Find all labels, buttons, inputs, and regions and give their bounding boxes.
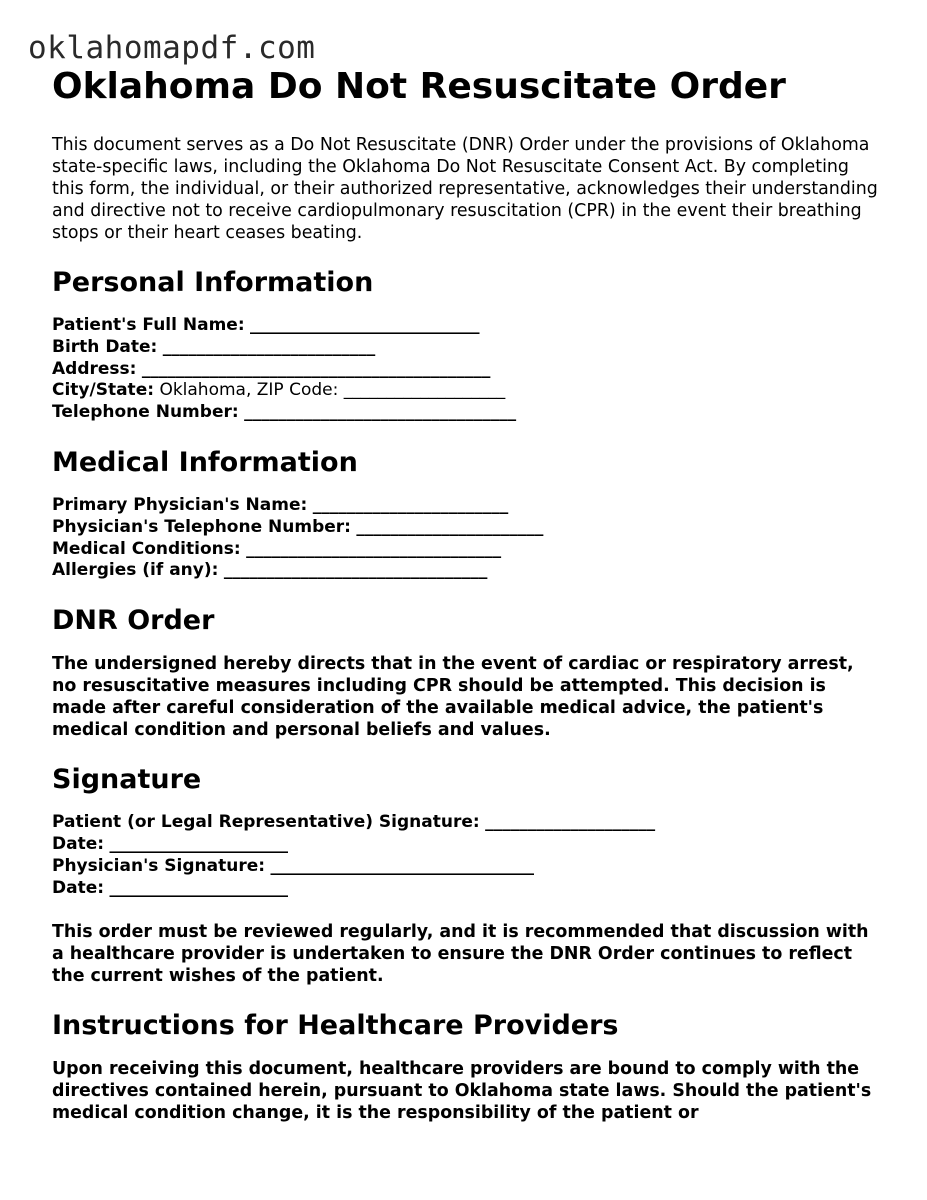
medical-information-section	[52, 446, 882, 582]
patient-date-blank[interactable]: _____________________	[109, 833, 288, 854]
physician-signature-blank[interactable]: _______________________________	[270, 855, 534, 876]
signature-fields	[52, 812, 882, 899]
allergies-label: Allergies (if any):	[52, 560, 219, 581]
zip-code-blank[interactable]: ___________________	[343, 380, 506, 401]
instructions-heading: Instructions for Healthcare Providers	[52, 1010, 619, 1042]
city-state-label: City/State:	[52, 380, 155, 401]
personal-information-section	[52, 266, 882, 424]
address-blank[interactable]: _________________________________________	[141, 358, 491, 379]
telephone-field[interactable]	[52, 402, 882, 424]
dnr-order-section	[52, 604, 882, 741]
physician-phone-label: Physician's Telephone Number:	[52, 516, 351, 537]
intro-paragraph: This document serves as a Do Not Resuscitate (DNR) Order under the provisions of Oklahoma state-specific laws, including the Oklahoma Do Not Resuscitate Consent Act. By completing this form, the individual, or their authorized representative, acknowledges their understanding and directive not to receive cardiopulmonary resuscitation (CPR) in the event their breathing stops or their heart ceases beating.	[52, 135, 878, 243]
physician-phone-field[interactable]	[52, 517, 882, 539]
telephone-blank[interactable]: ________________________________	[244, 402, 517, 423]
physician-date-blank[interactable]: _____________________	[109, 877, 288, 898]
physician-signature-field[interactable]	[52, 856, 882, 878]
physician-phone-blank[interactable]: ______________________	[356, 516, 544, 537]
full-name-field[interactable]	[52, 315, 882, 337]
physician-name-blank[interactable]: _______________________	[312, 494, 509, 515]
birth-date-label: Birth Date:	[52, 336, 158, 357]
document-page	[52, 64, 882, 1146]
allergies-blank[interactable]: _______________________________	[223, 560, 488, 581]
personal-information-heading: Personal Information	[52, 267, 374, 298]
instructions-text: Upon receiving this document, healthcare providers are bound to comply with the directives contained herein, pursuant to Oklahoma state laws. Should the patient's medical condition change, it is the responsibility of the patient or	[52, 1059, 872, 1124]
instructions-section	[52, 1009, 882, 1124]
patient-signature-blank[interactable]: ____________________	[485, 812, 656, 833]
patient-signature-label: Patient (or Legal Representative) Signature:	[52, 812, 480, 833]
physician-signature-label: Physician's Signature:	[52, 855, 266, 876]
patient-date-field[interactable]	[52, 834, 882, 856]
address-label: Address:	[52, 358, 137, 379]
medical-information-heading: Medical Information	[52, 446, 358, 478]
physician-date-field[interactable]	[52, 878, 882, 900]
allergies-field[interactable]	[52, 560, 882, 582]
dnr-order-text: The undersigned hereby directs that in the event of cardiac or respiratory arrest, no resuscitative measures including CPR should be attempted. This decision is made after careful consideration of the available medical advice, the patient's medical condition and personal beliefs and values.	[52, 654, 854, 741]
physician-date-label: Date:	[52, 877, 105, 898]
city-state-field[interactable]	[52, 380, 882, 402]
full-name-label: Patient's Full Name:	[52, 315, 245, 335]
patient-date-label: Date:	[52, 833, 105, 854]
signature-heading: Signature	[52, 764, 202, 796]
medical-conditions-label: Medical Conditions:	[52, 538, 241, 559]
medical-conditions-field[interactable]	[52, 539, 882, 561]
signature-section	[52, 763, 882, 987]
medical-fields	[52, 495, 882, 582]
review-note: This order must be reviewed regularly, and it is recommended that discussion with a healthcare provider is undertaken to ensure the DNR Order continues to reflect the current wishes of the patient.	[52, 922, 869, 987]
patient-signature-field[interactable]	[52, 812, 882, 834]
document-title: Oklahoma Do Not Resuscitate Order	[52, 66, 786, 107]
address-field[interactable]	[52, 359, 882, 381]
physician-name-field[interactable]	[52, 495, 882, 517]
dnr-order-heading: DNR Order	[52, 605, 215, 637]
birth-date-field[interactable]	[52, 337, 882, 359]
physician-name-label: Primary Physician's Name:	[52, 494, 308, 515]
city-state-value: Oklahoma, ZIP Code:	[159, 380, 339, 401]
medical-conditions-blank[interactable]: ______________________________	[246, 538, 502, 559]
telephone-label: Telephone Number:	[52, 402, 239, 423]
full-name-blank[interactable]: ___________________________	[250, 315, 480, 335]
site-watermark: oklahomapdf.com	[28, 30, 316, 66]
personal-fields	[52, 315, 882, 424]
birth-date-blank[interactable]: _________________________	[162, 336, 376, 357]
